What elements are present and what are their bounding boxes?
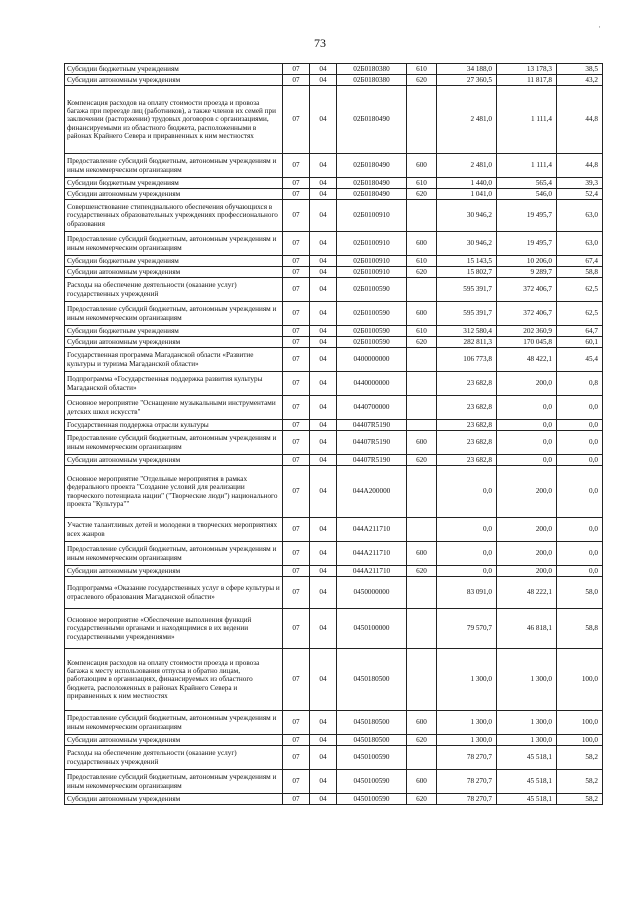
- page-number: 73: [314, 36, 326, 50]
- row-actual-amount: 0,0: [497, 431, 557, 455]
- row-percent: 100,0: [557, 649, 603, 711]
- row-expense-type: [407, 518, 437, 542]
- table-row: [65, 396, 603, 420]
- table-row: [65, 232, 603, 256]
- row-target-article: 0450100590: [337, 746, 407, 770]
- row-expense-type: 610: [407, 256, 437, 267]
- row-expense-type: [407, 746, 437, 770]
- row-name: Подпрограмма «Государственная поддержка развития культуры Магаданской области»: [65, 372, 283, 396]
- row-target-article: 0440000000: [337, 372, 407, 396]
- row-target-article: 0450100000: [337, 609, 407, 649]
- row-plan-amount: 1 300,0: [437, 649, 497, 711]
- row-percent: 0,0: [557, 420, 603, 431]
- row-target-article: 044A211710: [337, 566, 407, 577]
- row-actual-amount: 9 289,7: [497, 267, 557, 278]
- row-expense-type: 600: [407, 302, 437, 326]
- row-section: 07: [283, 86, 310, 154]
- row-plan-amount: 2 481,0: [437, 154, 497, 178]
- row-subsection: 04: [310, 577, 337, 609]
- row-expense-type: 620: [407, 566, 437, 577]
- row-percent: 58,2: [557, 746, 603, 770]
- row-section: 07: [283, 649, 310, 711]
- row-plan-amount: 23 682,8: [437, 420, 497, 431]
- row-name: Совершенствование стипендиального обеспечения обучающихся в государственных образовательных учреждениях профессионального образования: [65, 200, 283, 232]
- table-row: [65, 267, 603, 278]
- row-percent: 45,4: [557, 348, 603, 372]
- row-plan-amount: 30 946,2: [437, 200, 497, 232]
- row-subsection: 04: [310, 794, 337, 805]
- row-target-article: 04407R5190: [337, 431, 407, 455]
- table-row: [65, 649, 603, 711]
- row-percent: 58,8: [557, 267, 603, 278]
- row-name: Субсидии автономным учреждениям: [65, 794, 283, 805]
- row-section: 07: [283, 770, 310, 794]
- row-target-article: 0450180500: [337, 649, 407, 711]
- row-plan-amount: 23 682,8: [437, 396, 497, 420]
- table-row: [65, 372, 603, 396]
- row-actual-amount: 200,0: [497, 466, 557, 518]
- row-name: Подпрограмма «Оказание государственных услуг в сфере культуры и отраслевого образования Магаданской области»: [65, 577, 283, 609]
- row-name: Субсидии автономным учреждениям: [65, 566, 283, 577]
- row-subsection: 04: [310, 348, 337, 372]
- row-expense-type: [407, 466, 437, 518]
- row-plan-amount: 2 481,0: [437, 86, 497, 154]
- row-subsection: 04: [310, 542, 337, 566]
- row-subsection: 04: [310, 64, 337, 75]
- row-section: 07: [283, 455, 310, 466]
- row-name: Предоставление субсидий бюджетным, автономным учреждениям и иным некоммерческим организациям: [65, 711, 283, 735]
- table-row: [65, 200, 603, 232]
- row-section: 07: [283, 178, 310, 189]
- row-section: 07: [283, 154, 310, 178]
- row-name: Основное мероприятие "Отдельные мероприятия в рамках федерального проекта "Создание условий для реализации творческого потенциала нации" ("Творческие люди") национального проекта "Культура"": [65, 466, 283, 518]
- row-target-article: 02Б0100910: [337, 200, 407, 232]
- row-percent: 44,8: [557, 154, 603, 178]
- row-percent: 100,0: [557, 711, 603, 735]
- row-plan-amount: 1 300,0: [437, 735, 497, 746]
- row-section: 07: [283, 267, 310, 278]
- row-actual-amount: 1 111,4: [497, 154, 557, 178]
- row-percent: 67,4: [557, 256, 603, 267]
- row-subsection: 04: [310, 649, 337, 711]
- row-actual-amount: 45 518,1: [497, 746, 557, 770]
- table-row: [65, 711, 603, 735]
- row-target-article: 02Б0100590: [337, 337, 407, 348]
- table-row: [65, 326, 603, 337]
- row-name: Субсидии автономным учреждениям: [65, 337, 283, 348]
- row-section: 07: [283, 200, 310, 232]
- row-target-article: 02Б0180490: [337, 154, 407, 178]
- row-name: Компенсация расходов на оплату стоимости проезда и провоза багажа к месту использования отпуска и обратно лицам, работающим в организациях, финансируемых из областного бюджета, расположенных в районах Крайнего Севера и приравненных к ним местностях: [65, 649, 283, 711]
- row-expense-type: 620: [407, 337, 437, 348]
- row-expense-type: 610: [407, 178, 437, 189]
- table-row: [65, 566, 603, 577]
- row-target-article: 044A211710: [337, 518, 407, 542]
- row-plan-amount: 79 570,7: [437, 609, 497, 649]
- table-row: [65, 518, 603, 542]
- row-actual-amount: 0,0: [497, 396, 557, 420]
- row-expense-type: 600: [407, 232, 437, 256]
- row-plan-amount: 78 270,7: [437, 794, 497, 805]
- table-row: [65, 794, 603, 805]
- row-percent: 0,0: [557, 396, 603, 420]
- row-percent: 58,8: [557, 609, 603, 649]
- row-target-article: 0450100590: [337, 794, 407, 805]
- row-subsection: 04: [310, 420, 337, 431]
- row-target-article: 02Б0180490: [337, 189, 407, 200]
- row-percent: 44,8: [557, 86, 603, 154]
- table-row: [65, 770, 603, 794]
- row-target-article: 044A211710: [337, 542, 407, 566]
- row-actual-amount: 200,0: [497, 372, 557, 396]
- row-expense-type: 610: [407, 64, 437, 75]
- row-expense-type: 620: [407, 455, 437, 466]
- row-plan-amount: 1 300,0: [437, 711, 497, 735]
- row-subsection: 04: [310, 75, 337, 86]
- table-row: [65, 86, 603, 154]
- table-row: [65, 609, 603, 649]
- row-percent: 39,3: [557, 178, 603, 189]
- row-actual-amount: 48 222,1: [497, 577, 557, 609]
- row-plan-amount: 23 682,8: [437, 431, 497, 455]
- row-target-article: 02Б0100590: [337, 278, 407, 302]
- row-target-article: 02Б0100590: [337, 326, 407, 337]
- table-row: [65, 178, 603, 189]
- row-name: Субсидии бюджетным учреждениям: [65, 178, 283, 189]
- row-subsection: 04: [310, 337, 337, 348]
- row-section: 07: [283, 420, 310, 431]
- row-actual-amount: 1 300,0: [497, 735, 557, 746]
- budget-table: [64, 63, 603, 805]
- row-actual-amount: 1 300,0: [497, 711, 557, 735]
- row-subsection: 04: [310, 326, 337, 337]
- row-subsection: 04: [310, 518, 337, 542]
- row-subsection: 04: [310, 267, 337, 278]
- row-name: Субсидии автономным учреждениям: [65, 735, 283, 746]
- row-actual-amount: 170 045,8: [497, 337, 557, 348]
- table-row: [65, 746, 603, 770]
- table-row: [65, 431, 603, 455]
- row-subsection: 04: [310, 746, 337, 770]
- row-plan-amount: 0,0: [437, 518, 497, 542]
- row-section: 07: [283, 64, 310, 75]
- row-subsection: 04: [310, 735, 337, 746]
- row-percent: 63,0: [557, 232, 603, 256]
- row-plan-amount: 78 270,7: [437, 770, 497, 794]
- row-section: 07: [283, 75, 310, 86]
- row-expense-type: 620: [407, 189, 437, 200]
- row-plan-amount: 15 143,5: [437, 256, 497, 267]
- row-plan-amount: 0,0: [437, 542, 497, 566]
- row-percent: 52,4: [557, 189, 603, 200]
- row-target-article: 0450180500: [337, 711, 407, 735]
- table-row: [65, 278, 603, 302]
- row-name: Компенсация расходов на оплату стоимости проезда и провоза багажа при переезде лиц (работников), а также членов их семей при заключении (расторжении) трудовых договоров с организациями, финансируемыми из областного бюджета, расположенными в районах Крайнего Севера и приравненных к ним местностях: [65, 86, 283, 154]
- row-name: Субсидии бюджетным учреждениям: [65, 256, 283, 267]
- row-section: 07: [283, 232, 310, 256]
- row-percent: 0,0: [557, 566, 603, 577]
- row-name: Субсидии автономным учреждениям: [65, 455, 283, 466]
- row-subsection: 04: [310, 302, 337, 326]
- row-expense-type: [407, 609, 437, 649]
- row-subsection: 04: [310, 278, 337, 302]
- table-row: [65, 466, 603, 518]
- row-name: Субсидии автономным учреждениям: [65, 189, 283, 200]
- row-percent: 0,8: [557, 372, 603, 396]
- row-percent: 43,2: [557, 75, 603, 86]
- row-percent: 60,1: [557, 337, 603, 348]
- row-name: Субсидии автономным учреждениям: [65, 75, 283, 86]
- row-expense-type: [407, 348, 437, 372]
- row-percent: 63,0: [557, 200, 603, 232]
- row-expense-type: 620: [407, 794, 437, 805]
- row-section: 07: [283, 609, 310, 649]
- table-row: [65, 154, 603, 178]
- row-subsection: 04: [310, 372, 337, 396]
- row-subsection: 04: [310, 86, 337, 154]
- row-expense-type: 620: [407, 75, 437, 86]
- row-actual-amount: 13 178,3: [497, 64, 557, 75]
- row-percent: 58,0: [557, 577, 603, 609]
- row-name: Государственная программа Магаданской области «Развитие культуры и туризма Магаданской области»: [65, 348, 283, 372]
- row-name: Предоставление субсидий бюджетным, автономным учреждениям и иным некоммерческим организациям: [65, 770, 283, 794]
- row-actual-amount: 1 111,4: [497, 86, 557, 154]
- row-actual-amount: 19 495,7: [497, 200, 557, 232]
- row-actual-amount: 200,0: [497, 566, 557, 577]
- row-name: Субсидии бюджетным учреждениям: [65, 326, 283, 337]
- row-percent: 0,0: [557, 518, 603, 542]
- row-actual-amount: 0,0: [497, 420, 557, 431]
- row-expense-type: 600: [407, 711, 437, 735]
- row-target-article: 044A200000: [337, 466, 407, 518]
- table-row: [65, 455, 603, 466]
- row-name: Основное мероприятие «Обеспечение выполнения функций государственными органами и находящимися в их ведении государственными учреждениями»: [65, 609, 283, 649]
- row-section: 07: [283, 431, 310, 455]
- row-name: Предоставление субсидий бюджетным, автономным учреждениям и иным некоммерческим организациям: [65, 431, 283, 455]
- row-name: Предоставление субсидий бюджетным, автономным учреждениям и иным некоммерческим организациям: [65, 232, 283, 256]
- row-subsection: 04: [310, 189, 337, 200]
- row-target-article: 0450000000: [337, 577, 407, 609]
- row-target-article: 0400000000: [337, 348, 407, 372]
- row-subsection: 04: [310, 566, 337, 577]
- row-subsection: 04: [310, 466, 337, 518]
- row-actual-amount: 565,4: [497, 178, 557, 189]
- row-actual-amount: 48 422,1: [497, 348, 557, 372]
- row-expense-type: 600: [407, 431, 437, 455]
- row-expense-type: 620: [407, 267, 437, 278]
- row-target-article: 0440700000: [337, 396, 407, 420]
- row-expense-type: 620: [407, 735, 437, 746]
- row-expense-type: [407, 372, 437, 396]
- row-section: 07: [283, 326, 310, 337]
- row-actual-amount: 19 495,7: [497, 232, 557, 256]
- table-row: [65, 64, 603, 75]
- row-percent: 100,0: [557, 735, 603, 746]
- row-percent: 38,5: [557, 64, 603, 75]
- row-percent: 58,2: [557, 794, 603, 805]
- table-row: [65, 577, 603, 609]
- row-plan-amount: 282 811,3: [437, 337, 497, 348]
- row-target-article: 0450180500: [337, 735, 407, 746]
- row-name: Расходы на обеспечение деятельности (оказание услуг) государственных учреждений: [65, 746, 283, 770]
- row-expense-type: [407, 649, 437, 711]
- row-percent: 62,5: [557, 302, 603, 326]
- table-row: [65, 542, 603, 566]
- row-plan-amount: 30 946,2: [437, 232, 497, 256]
- row-plan-amount: 1 440,0: [437, 178, 497, 189]
- row-subsection: 04: [310, 200, 337, 232]
- row-name: Основное мероприятие "Оснащение музыкальными инструментами детских школ искусств": [65, 396, 283, 420]
- row-subsection: 04: [310, 232, 337, 256]
- row-actual-amount: 372 406,7: [497, 302, 557, 326]
- row-expense-type: [407, 86, 437, 154]
- row-target-article: 02Б0100910: [337, 256, 407, 267]
- row-name: Субсидии бюджетным учреждениям: [65, 64, 283, 75]
- row-target-article: 02Б0180380: [337, 64, 407, 75]
- margin-mark: ·: [598, 22, 601, 32]
- table-row: [65, 75, 603, 86]
- row-actual-amount: 0,0: [497, 455, 557, 466]
- row-expense-type: [407, 420, 437, 431]
- row-plan-amount: 83 091,0: [437, 577, 497, 609]
- row-expense-type: [407, 577, 437, 609]
- row-plan-amount: 312 580,4: [437, 326, 497, 337]
- row-plan-amount: 0,0: [437, 566, 497, 577]
- row-target-article: 04407R5190: [337, 455, 407, 466]
- row-plan-amount: 34 188,0: [437, 64, 497, 75]
- row-target-article: 04407R5190: [337, 420, 407, 431]
- row-subsection: 04: [310, 770, 337, 794]
- row-target-article: 02Б0180490: [337, 178, 407, 189]
- row-section: 07: [283, 566, 310, 577]
- row-expense-type: 600: [407, 154, 437, 178]
- row-subsection: 04: [310, 609, 337, 649]
- row-section: 07: [283, 189, 310, 200]
- row-section: 07: [283, 302, 310, 326]
- row-actual-amount: 11 817,8: [497, 75, 557, 86]
- row-percent: 58,2: [557, 770, 603, 794]
- row-section: 07: [283, 466, 310, 518]
- row-actual-amount: 45 518,1: [497, 794, 557, 805]
- table-row: [65, 256, 603, 267]
- row-target-article: 02Б0180380: [337, 75, 407, 86]
- row-subsection: 04: [310, 455, 337, 466]
- row-subsection: 04: [310, 431, 337, 455]
- row-name: Расходы на обеспечение деятельности (оказание услуг) государственных учреждений: [65, 278, 283, 302]
- row-section: 07: [283, 372, 310, 396]
- row-percent: 62,5: [557, 278, 603, 302]
- table-row: [65, 189, 603, 200]
- row-expense-type: 600: [407, 770, 437, 794]
- row-name: Субсидии автономным учреждениям: [65, 267, 283, 278]
- row-subsection: 04: [310, 256, 337, 267]
- budget-table-body: [65, 64, 603, 805]
- row-percent: 0,0: [557, 455, 603, 466]
- row-name: Участие талантливых детей и молодежи в творческих мероприятиях всех жанров: [65, 518, 283, 542]
- row-subsection: 04: [310, 711, 337, 735]
- row-plan-amount: 15 802,7: [437, 267, 497, 278]
- row-target-article: 0450100590: [337, 770, 407, 794]
- row-plan-amount: 23 682,8: [437, 372, 497, 396]
- row-expense-type: [407, 200, 437, 232]
- row-expense-type: [407, 396, 437, 420]
- row-section: 07: [283, 256, 310, 267]
- row-actual-amount: 202 360,9: [497, 326, 557, 337]
- table-row: [65, 348, 603, 372]
- table-row: [65, 735, 603, 746]
- row-percent: 64,7: [557, 326, 603, 337]
- row-target-article: 02Б0100910: [337, 232, 407, 256]
- row-actual-amount: 10 206,0: [497, 256, 557, 267]
- table-row: [65, 302, 603, 326]
- row-name: Предоставление субсидий бюджетным, автономным учреждениям и иным некоммерческим организациям: [65, 542, 283, 566]
- row-section: 07: [283, 518, 310, 542]
- row-actual-amount: 46 818,1: [497, 609, 557, 649]
- row-actual-amount: 1 300,0: [497, 649, 557, 711]
- row-subsection: 04: [310, 154, 337, 178]
- row-name: Предоставление субсидий бюджетным, автономным учреждениям и иным некоммерческим организациям: [65, 302, 283, 326]
- row-section: 07: [283, 337, 310, 348]
- row-expense-type: 610: [407, 326, 437, 337]
- row-actual-amount: 546,0: [497, 189, 557, 200]
- row-expense-type: [407, 278, 437, 302]
- row-actual-amount: 372 406,7: [497, 278, 557, 302]
- row-subsection: 04: [310, 178, 337, 189]
- row-target-article: 02Б0180490: [337, 86, 407, 154]
- row-section: 07: [283, 348, 310, 372]
- row-percent: 0,0: [557, 542, 603, 566]
- row-actual-amount: 200,0: [497, 542, 557, 566]
- row-section: 07: [283, 396, 310, 420]
- row-name: Предоставление субсидий бюджетным, автономным учреждениям и иным некоммерческим организациям: [65, 154, 283, 178]
- row-percent: 0,0: [557, 466, 603, 518]
- row-plan-amount: 595 391,7: [437, 302, 497, 326]
- table-row: [65, 337, 603, 348]
- table-row: [65, 420, 603, 431]
- row-section: 07: [283, 735, 310, 746]
- row-section: 07: [283, 577, 310, 609]
- row-plan-amount: 78 270,7: [437, 746, 497, 770]
- row-plan-amount: 23 682,8: [437, 455, 497, 466]
- row-plan-amount: 27 360,5: [437, 75, 497, 86]
- row-actual-amount: 45 518,1: [497, 770, 557, 794]
- row-subsection: 04: [310, 396, 337, 420]
- row-section: 07: [283, 711, 310, 735]
- row-section: 07: [283, 746, 310, 770]
- row-section: 07: [283, 794, 310, 805]
- row-plan-amount: 0,0: [437, 466, 497, 518]
- row-plan-amount: 595 391,7: [437, 278, 497, 302]
- row-section: 07: [283, 542, 310, 566]
- row-target-article: 02Б0100590: [337, 302, 407, 326]
- row-expense-type: 600: [407, 542, 437, 566]
- row-name: Государственная поддержка отрасли культуры: [65, 420, 283, 431]
- row-plan-amount: 1 041,0: [437, 189, 497, 200]
- row-plan-amount: 106 773,8: [437, 348, 497, 372]
- row-actual-amount: 200,0: [497, 518, 557, 542]
- row-target-article: 02Б0100910: [337, 267, 407, 278]
- row-percent: 0,0: [557, 431, 603, 455]
- row-section: 07: [283, 278, 310, 302]
